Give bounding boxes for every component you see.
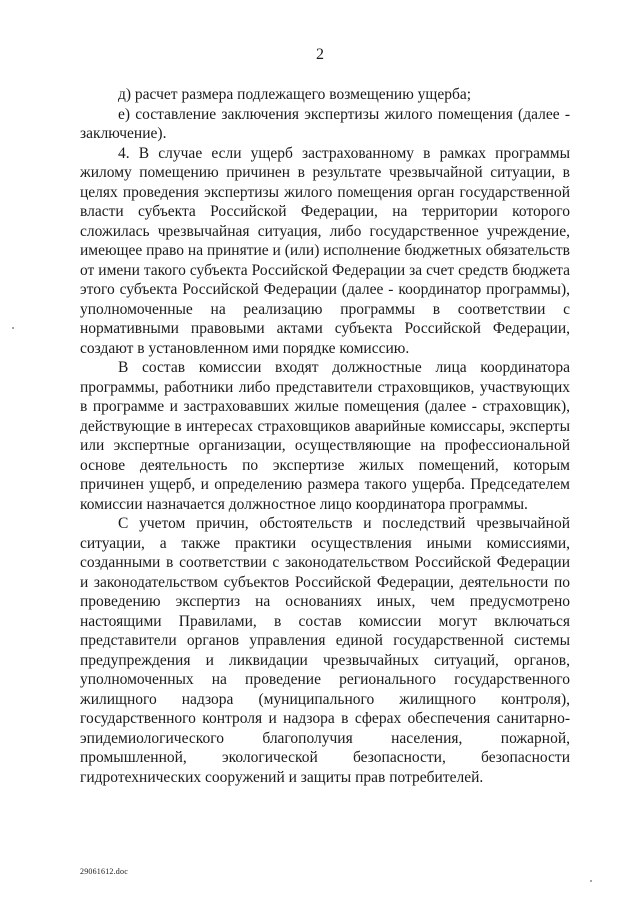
footer-filename: 29061612.doc xyxy=(80,867,128,876)
paragraph-item-d: д) расчет размера подлежащего возмещению ущерба; xyxy=(118,86,472,103)
page-number: 2 xyxy=(316,46,324,63)
paragraph-additional-members: С учетом причин, обстоятельств и последствий чрезвычайной ситуации, а также практики осуществления иными комиссиями, созданными в соответствии с законодательством Российской Федерации и законодательством субъектов Российской Федерации, деятельности по проведению экспертиз на основаниях иных, чем предусмотрено настоящими Правилами, в состав комиссии могут включаться представители органов управления единой государственной системы предупреждения и ликвидации чрезвычайных ситуаций, органов, уполномоченных на проведение регионального государственного жилищного надзора (муниципального жилищного контроля), государственного контроля и надзора в сферах обеспечения санитарно-эпидемиологического благополучия населения, пожарной, промышленной, экологической безопасности, безопасности гидротехнических сооружений и защиты прав потребителей. xyxy=(80,515,570,786)
scan-speck xyxy=(12,327,14,329)
paragraph-item-e: е) составление заключения экспертизы жилого помещения (далее - заключение). xyxy=(80,105,570,142)
paragraph-commission-composition: В состав комиссии входят должностные лица координатора программы, работники либо представители страховщиков, участвующих в программе и застраховавших жилые помещения (далее - страховщик), действующие в интересах страховщиков аварийные комиссары, эксперты или экспертные организации, осуществляющие на профессиональной основе деятельность по экспертизе жилых помещений, которым причинен ущерб, и определению размера такого ущерба. Председателем комиссии назначается должностное лицо координатора программы. xyxy=(80,359,570,513)
document-body xyxy=(80,85,570,787)
scan-speck xyxy=(590,880,592,882)
paragraph-point-4: 4. В случае если ущерб застрахованному в рамках программы жилому помещению причинен в результате чрезвычайной ситуации, в целях проведения экспертизы жилого помещения орган государственной власти субъекта Российской Федерации, на территории которого сложилась чрезвычайная ситуация, либо государственное учреждение, имеющее право на принятие и (или) исполнение бюджетных обязательств от имени такого субъекта Российской Федерации за счет средств бюджета этого субъекта Российской Федерации (далее - координатор программы), уполномоченные на реализацию программы в соответствии с нормативными правовыми актами субъекта Российской Федерации, создают в установленном ими порядке комиссию. xyxy=(80,144,570,357)
